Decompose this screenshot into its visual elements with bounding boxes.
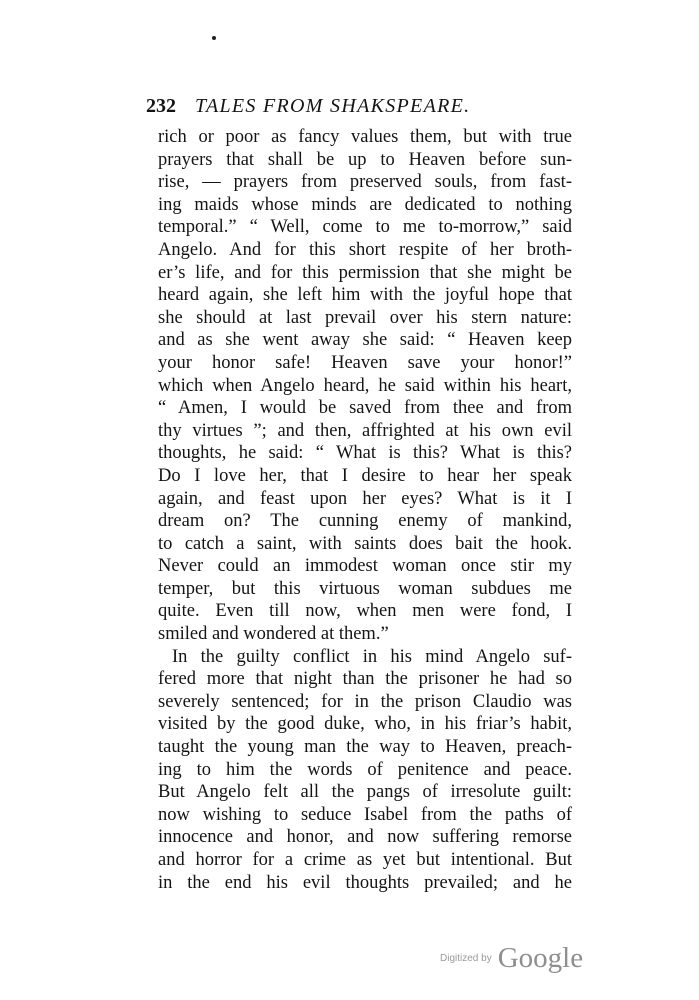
text-line: severely sentenced; for in the prison Claudio was xyxy=(158,691,572,712)
text-line: innocence and honor, and now suffering remorse xyxy=(158,827,572,848)
text-line: rich or poor as fancy values them, but with true xyxy=(158,127,572,147)
running-title: TALES FROM SHAKSPEARE. xyxy=(195,95,471,117)
paragraph-last-line: smiled and wondered at them.” xyxy=(158,624,389,645)
text-line: “ Amen, I would be saved from thee and from xyxy=(158,398,572,419)
text-line: er’s life, and for this permission that she might be xyxy=(158,262,572,283)
text-line: visited by the good duke, who, in his friar’s habit, xyxy=(158,714,572,735)
text-line: now wishing to seduce Isabel from the paths of xyxy=(158,804,572,825)
text-line: But Angelo felt all the pangs of irresolute guilt: xyxy=(158,782,572,803)
digitized-watermark xyxy=(440,942,583,976)
text-line: rise, — prayers from preserved souls, from fast- xyxy=(158,172,572,193)
paragraph-first-line: In the guilty conflict in his mind Angelo suf- xyxy=(172,646,572,667)
text-line: heard again, she left him with the joyful hope that xyxy=(158,285,572,306)
text-line: dream on? The cunning enemy of mankind, xyxy=(158,511,572,532)
google-logo: Google xyxy=(497,942,584,974)
text-line: thoughts, he said: “ What is this? What is this? xyxy=(158,443,572,464)
watermark-prefix: Digitized by xyxy=(440,953,492,964)
text-line: quite. Even till now, when men were fond, I xyxy=(158,601,572,622)
text-line: temporal.” “ Well, come to me to-morrow,” said xyxy=(158,217,572,238)
text-line: thy virtues ”; and then, affrighted at his own evil xyxy=(158,420,572,441)
text-line: Never could an immodest woman once stir my xyxy=(158,556,572,577)
text-line: ing maids whose minds are dedicated to nothing xyxy=(158,194,572,215)
text-line: ing to him the words of penitence and peace. xyxy=(158,759,572,780)
text-line: fered more that night than the prisoner he had so xyxy=(158,669,572,690)
ink-speck xyxy=(212,36,216,40)
running-head xyxy=(146,94,566,118)
text-line: temper, but this virtuous woman subdues me xyxy=(158,578,572,599)
text-line: which when Angelo heard, he said within his heart, xyxy=(158,375,572,396)
text-line: your honor safe! Heaven save your honor!” xyxy=(158,352,572,373)
text-line: and horror for a crime as yet but intentional. But xyxy=(158,850,572,870)
text-line: to catch a saint, with saints does bait the hook. xyxy=(158,533,572,554)
text-line: Angelo. And for this short respite of her broth- xyxy=(158,239,572,260)
text-line: in the end his evil thoughts prevailed; and he xyxy=(158,872,572,893)
text-line: Do I love her, that I desire to hear her speak xyxy=(158,465,572,486)
text-line: taught the young man the way to Heaven, preach- xyxy=(158,737,572,758)
text-line: prayers that shall be up to Heaven before sun- xyxy=(158,149,572,170)
text-line: and as she went away she said: “ Heaven keep xyxy=(158,330,572,351)
text-line: again, and feast upon her eyes? What is it I xyxy=(158,488,572,509)
text-line: she should at last prevail over his stern nature: xyxy=(158,307,572,328)
page-number: 232 xyxy=(146,95,176,117)
body-text xyxy=(158,126,572,894)
